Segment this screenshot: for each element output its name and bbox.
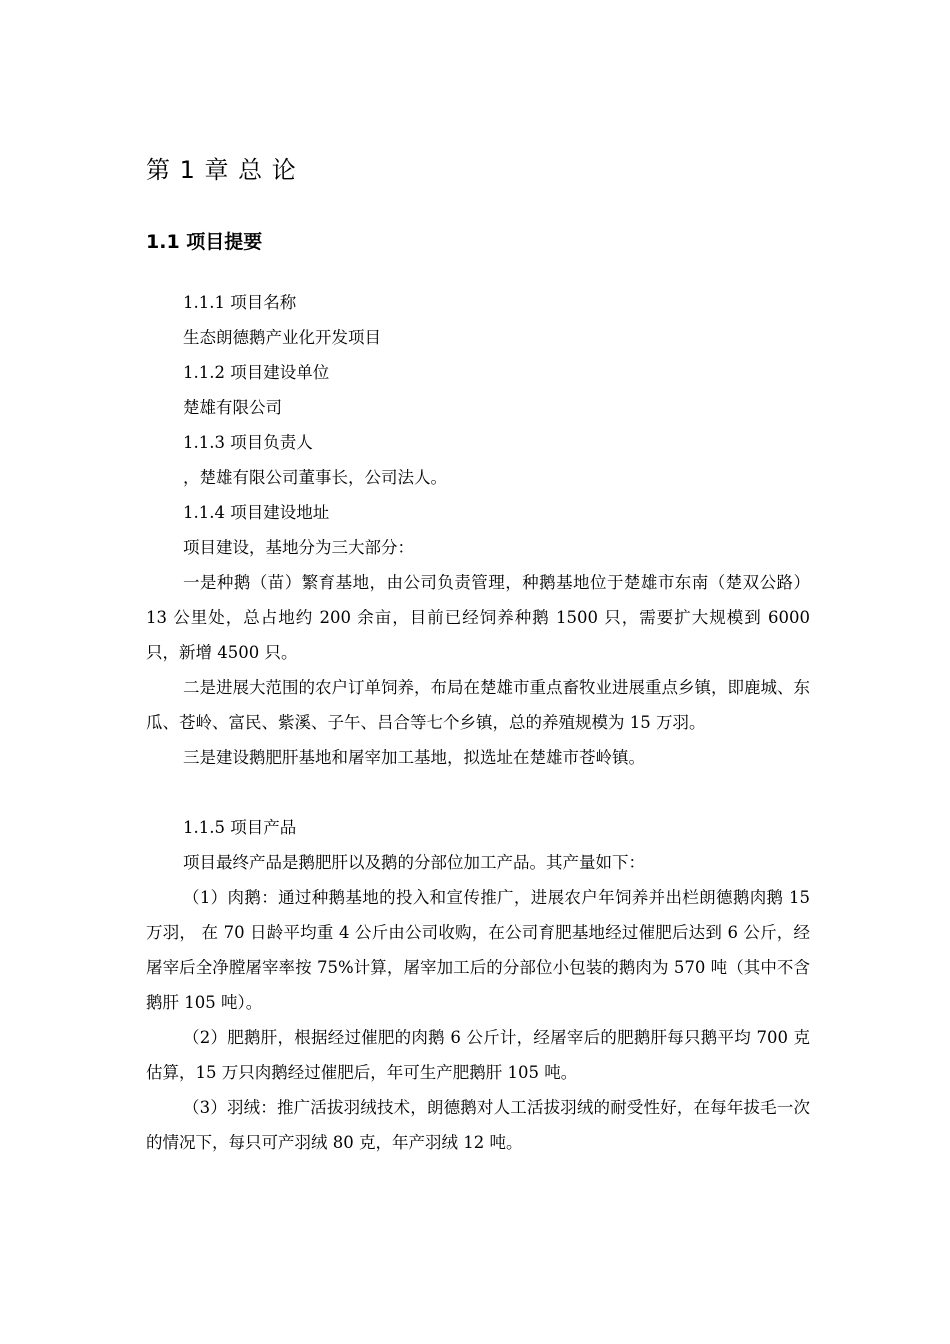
body-text <box>146 285 810 1160</box>
subsection-heading-construction-address: 1.1.4 项目建设地址 <box>183 503 330 522</box>
paragraph-breeding-base: 一是种鹅（苗）繁育基地，由公司负责管理，种鹅基地位于楚雄市东南（楚双公路）13 公里处，总占地约 200 余亩，目前已经饲养种鹅 1500 只，需要扩大规模到 6000 只，新增 4500 只。 <box>146 573 810 662</box>
subsection-heading-products: 1.1.5 项目产品 <box>183 818 297 837</box>
chapter-title: 第 1 章 总 论 <box>146 156 297 184</box>
paragraph-foie-gras: （2）肥鹅肝，根据经过催肥的肉鹅 6 公斤计，经屠宰后的肥鹅肝每只鹅平均 700 克估算，15 万只肉鹅经过催肥后，年可生产肥鹅肝 105 吨。 <box>146 1028 810 1082</box>
paragraph-down-feathers: （3）羽绒：推广活拔羽绒技术，朗德鹅对人工活拔羽绒的耐受性好，在每年拔毛一次的情况下，每只可产羽绒 80 克，年产羽绒 12 吨。 <box>146 1098 810 1152</box>
subsection-heading-project-leader: 1.1.3 项目负责人 <box>183 433 313 452</box>
paragraph-address-intro: 项目建设，基地分为三大部分： <box>183 538 414 557</box>
subsection-heading-project-name: 1.1.1 项目名称 <box>183 293 297 312</box>
subsection-heading-construction-unit: 1.1.2 项目建设单位 <box>183 363 330 382</box>
paragraph-processing-base: 三是建设鹅肥肝基地和屠宰加工基地，拟选址在楚雄市苍岭镇。 <box>183 748 645 767</box>
paragraph-meat-goose: （1）肉鹅：通过种鹅基地的投入和宣传推广，进展农户年饲养并出栏朗德鹅肉鹅 15 万羽， 在 70 日龄平均重 4 公斤由公司收购，在公司育肥基地经过催肥后达到 6 公斤，经屠宰后全净膛屠宰率按 75%计算，屠宰加工后的分部位小包装的鹅肉为 570 吨（其中不含鹅肝 105 吨）。 <box>146 888 810 1012</box>
blank-line <box>146 775 810 810</box>
paragraph-products-intro: 项目最终产品是鹅肥肝以及鹅的分部位加工产品。其产量如下： <box>183 853 645 872</box>
paragraph-project-name: 生态朗德鹅产业化开发项目 <box>183 328 381 347</box>
paragraph-construction-unit: 楚雄有限公司 <box>183 398 282 417</box>
paragraph-farmer-orders: 二是进展大范围的农户订单饲养，布局在楚雄市重点畜牧业进展重点乡镇，即鹿城、东瓜、苍岭、富民、紫溪、子午、吕合等七个乡镇，总的养殖规模为 15 万羽。 <box>146 678 810 732</box>
paragraph-project-leader: ，楚雄有限公司董事长，公司法人。 <box>183 468 447 487</box>
section-title: 1.1 项目提要 <box>146 231 263 253</box>
